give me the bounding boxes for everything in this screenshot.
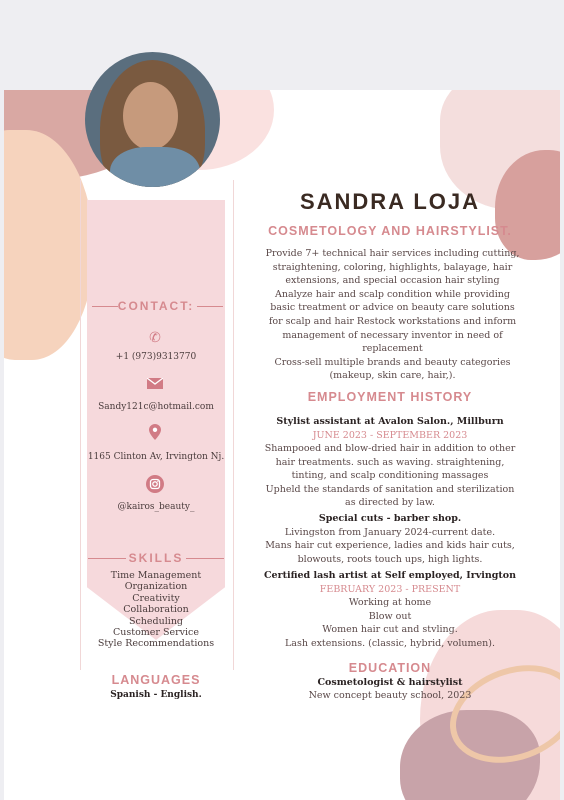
contact-phone[interactable]: +1 (973)9313770 [115, 352, 197, 362]
job-title: Certified lash artist at Self employed, Irvington [263, 570, 517, 581]
job-line: Livingston from January 2024-current date. [284, 526, 496, 538]
job-line: Blow out [368, 610, 412, 622]
skill-item: Creativity [132, 592, 180, 604]
summary-line: Cross-sell multiple brands and beauty categories [274, 356, 511, 368]
skill-item: Organization [124, 581, 188, 593]
job-line: Lash extensions. (classic, hybrid, volumen). [284, 637, 496, 649]
education-degree: Cosmetologist & hairstylist [317, 677, 463, 688]
job-line: Women hair cut and stvling. [322, 624, 458, 635]
skill-item: Scheduling [128, 615, 184, 627]
job-title: Special cuts - barber shop. [318, 513, 462, 524]
job-line: hair treatments. such as waving. straightening, [275, 456, 505, 468]
summary-line: basic treatment or advice on beauty care solutions [270, 302, 515, 314]
contact-email[interactable]: Sandy121c@hotmail.com [98, 402, 214, 412]
job-entry [240, 569, 540, 650]
skills-list [87, 570, 225, 650]
summary-line: for scalp and hair Restock workstations and inform [268, 315, 517, 327]
skills-title: SKILLS [128, 551, 184, 565]
summary-line: Analyze hair and scalp condition while providing [275, 288, 510, 300]
candidate-role: COSMETOLOGY AND HAIRSTYLIST. [268, 224, 512, 238]
summary-line: replacement [362, 343, 423, 355]
job-title: Stylist assistant at Avalon Salon., Millburn [276, 416, 504, 427]
summary-line: straightening, coloring, highlights, balayage, hair [272, 261, 513, 273]
job-line: Shampooed and blow-dried hair in addition to other [264, 443, 516, 454]
summary-line: management of necessary inventor in need of [282, 329, 503, 341]
map-pin-icon [145, 424, 165, 444]
education-entry [240, 677, 540, 702]
education-school: New concept beauty school, 2023 [308, 689, 472, 701]
summary-line: extensions, and special occasion hair styling [285, 275, 500, 287]
summary [245, 247, 540, 383]
candidate-name: SANDRA LOJA [299, 189, 481, 214]
job-dates: FEBRUARY 2023 - PRESENT [319, 583, 461, 595]
contact-title: CONTACT: [117, 299, 195, 313]
job-line: Working at home [348, 597, 432, 608]
job-line: as directed by law. [345, 497, 435, 508]
phone-icon: ✆ [149, 330, 161, 346]
summary-line: (makeup, skin care, hair,). [329, 370, 456, 382]
job-entry [240, 415, 540, 510]
profile-photo [85, 52, 220, 187]
skill-item: Style Recommendations [97, 638, 215, 650]
envelope-icon [145, 377, 165, 393]
job-entry [240, 512, 540, 566]
contact-instagram[interactable]: @kairos_beauty_ [117, 502, 195, 512]
employment-title: EMPLOYMENT HISTORY [307, 390, 473, 404]
instagram-icon [145, 475, 165, 497]
job-line: tinting, and scalp conditioning massages [291, 470, 489, 481]
contact-address: 1165 Clinton Av, Irvington Nj. [87, 452, 225, 462]
education-title: EDUCATION [348, 661, 432, 675]
job-line: Mans hair cut experience, ladies and kids hair cuts, [265, 540, 515, 551]
job-line: blowouts, roots touch ups, high lights. [297, 553, 483, 565]
summary-line: Provide 7+ technical hair services including cutting, [265, 248, 520, 259]
skill-item: Customer Service [112, 627, 199, 639]
languages-value: Spanish - English. [110, 690, 202, 700]
job-dates: JUNE 2023 - SEPTEMBER 2023 [312, 429, 468, 441]
skill-item: Time Management [110, 570, 202, 581]
skill-item: Collaboration [123, 604, 189, 616]
job-line: Upheld the standards of sanitation and sterilization [265, 483, 515, 495]
languages-title: LANGUAGES [111, 673, 201, 687]
